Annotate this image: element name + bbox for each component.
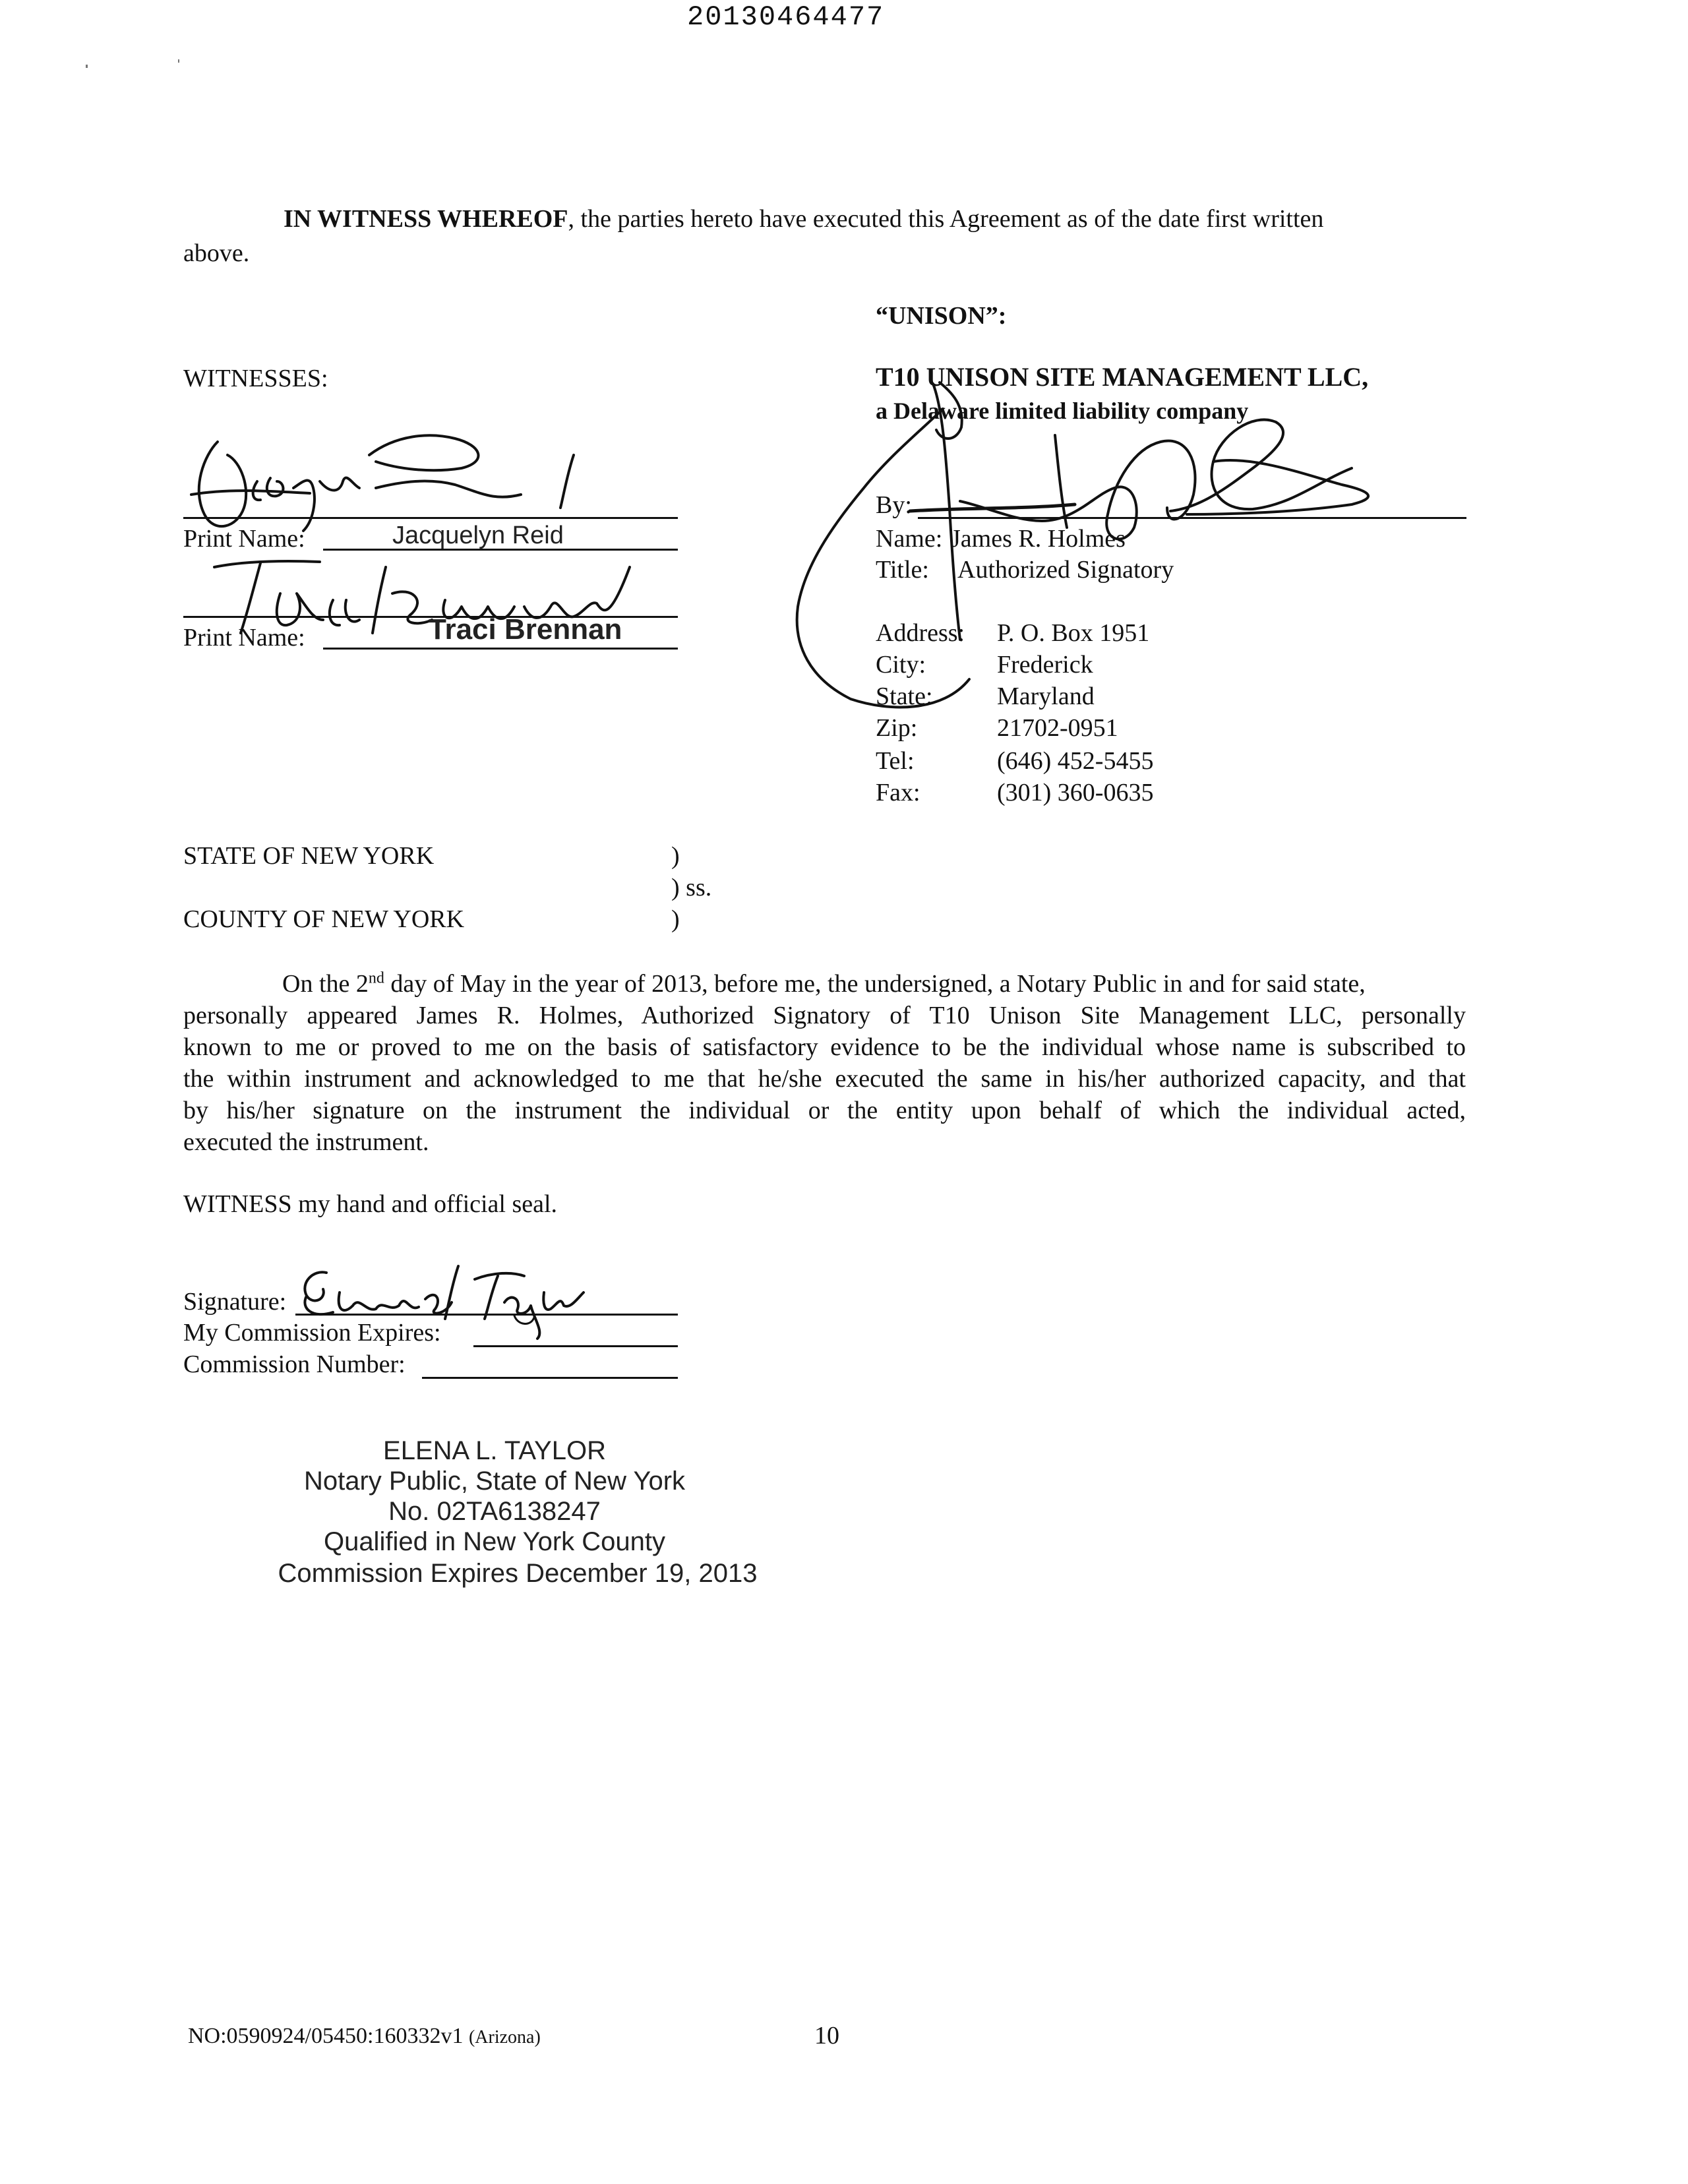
title-label: Title: — [876, 556, 929, 584]
acknowledgment-first-line — [282, 968, 1466, 1000]
intro-text: , the parties hereto have executed this Agreement as of the date first written — [568, 205, 1324, 233]
fax-value: (301) 360-0635 — [997, 779, 1154, 806]
venue-ss: ) ss. — [671, 874, 712, 901]
zip-value: 21702-0951 — [997, 714, 1118, 742]
witness-1-signature-line — [183, 517, 678, 519]
party-label: “UNISON”: — [876, 302, 1007, 330]
tel-value: (646) 452-5455 — [997, 747, 1154, 775]
footer-doc-id — [188, 2022, 541, 2052]
zip-label: Zip: — [876, 714, 918, 742]
seal-notary-name: ELENA L. TAYLOR — [383, 1436, 606, 1465]
company-name: T10 UNISON SITE MANAGEMENT LLC, — [876, 362, 1369, 392]
footer-doc-number: NO:0590924/05450:160332v1 — [188, 2024, 464, 2048]
witnesses-heading: WITNESSES: — [183, 365, 328, 392]
acknowledgment-line: executed the instrument. — [183, 1128, 429, 1156]
witness-2-print-name-line — [323, 648, 678, 650]
commission-number-line — [422, 1377, 678, 1379]
page-number: 10 — [814, 2022, 839, 2049]
venue-paren-1: ) — [671, 842, 680, 870]
witness-hand-seal: WITNESS my hand and official seal. — [183, 1190, 558, 1218]
acknowledgment-ordinal: nd — [368, 969, 384, 987]
commission-expires-label: My Commission Expires: — [183, 1319, 441, 1347]
notary-signature-label: Signature: — [183, 1288, 287, 1316]
tel-label: Tel: — [876, 747, 915, 775]
acknowledgment-line: personally appeared James R. Holmes, Authorized Signatory of T10 Unison Site Management LLC, personally — [183, 1002, 1466, 1029]
state-label: State: — [876, 682, 933, 710]
address-value: P. O. Box 1951 — [997, 619, 1150, 647]
city-label: City: — [876, 651, 926, 679]
acknowledgment-lead: On the 2 — [282, 970, 369, 998]
by-label: By: — [876, 491, 912, 519]
intro-line — [284, 203, 1323, 235]
city-value: Frederick — [997, 651, 1093, 679]
name-label: Name: — [876, 525, 943, 553]
intro-continuation: above. — [183, 239, 250, 267]
state-value: Maryland — [997, 682, 1095, 710]
footer-doc-state: (Arizona) — [468, 2027, 541, 2048]
commission-number-label: Commission Number: — [183, 1350, 406, 1378]
commission-expires-line — [473, 1345, 678, 1347]
seal-notary-title: Notary Public, State of New York — [303, 1467, 686, 1496]
address-label: Address: — [876, 619, 965, 647]
company-type: a Delaware limited liability company — [876, 398, 1249, 424]
acknowledgment-paragraph — [183, 1000, 1466, 1158]
holmes-signature — [791, 369, 1451, 739]
seal-commission-expires: Commission Expires December 19, 2013 — [278, 1559, 758, 1588]
witness-2-print-name-label: Print Name: — [183, 624, 305, 652]
acknowledgment-line1: day of May in the year of 2013, before me, the undersigned, a Notary Public in and for said state, — [384, 970, 1366, 998]
venue-state: STATE OF NEW YORK — [183, 842, 435, 870]
title-value: Authorized Signatory — [957, 556, 1174, 584]
document-number: 20130464477 — [687, 1, 885, 33]
acknowledgment-line: the within instrument and acknowledged to me that he/she executed the same in his/her authorized capacity, and that — [183, 1065, 1466, 1093]
acknowledgment-line: by his/her signature on the instrument the individual or the entity upon behalf of which the individual acted, — [183, 1097, 1466, 1124]
acknowledgment-line: known to me or proved to me on the basis of satisfactory evidence to be the individual whose name is subscribed to — [183, 1033, 1466, 1061]
seal-notary-number: No. 02TA6138247 — [388, 1497, 601, 1526]
name-value: James R. Holmes — [951, 525, 1126, 553]
witness-2-print-name: Traci Brennan — [429, 613, 622, 646]
intro-bold-lead: IN WITNESS WHEREOF — [284, 205, 568, 233]
seal-qualified-county: Qualified in New York County — [323, 1527, 666, 1556]
witness-1-print-name: Jacquelyn Reid — [392, 522, 564, 549]
witness-1-print-name-label: Print Name: — [183, 525, 305, 553]
venue-county: COUNTY OF NEW YORK — [183, 905, 465, 933]
fax-label: Fax: — [876, 779, 920, 806]
scan-speck — [86, 65, 88, 68]
witness-1-print-name-line — [323, 549, 678, 551]
venue-paren-2: ) — [671, 905, 680, 933]
scan-speck — [178, 59, 179, 63]
